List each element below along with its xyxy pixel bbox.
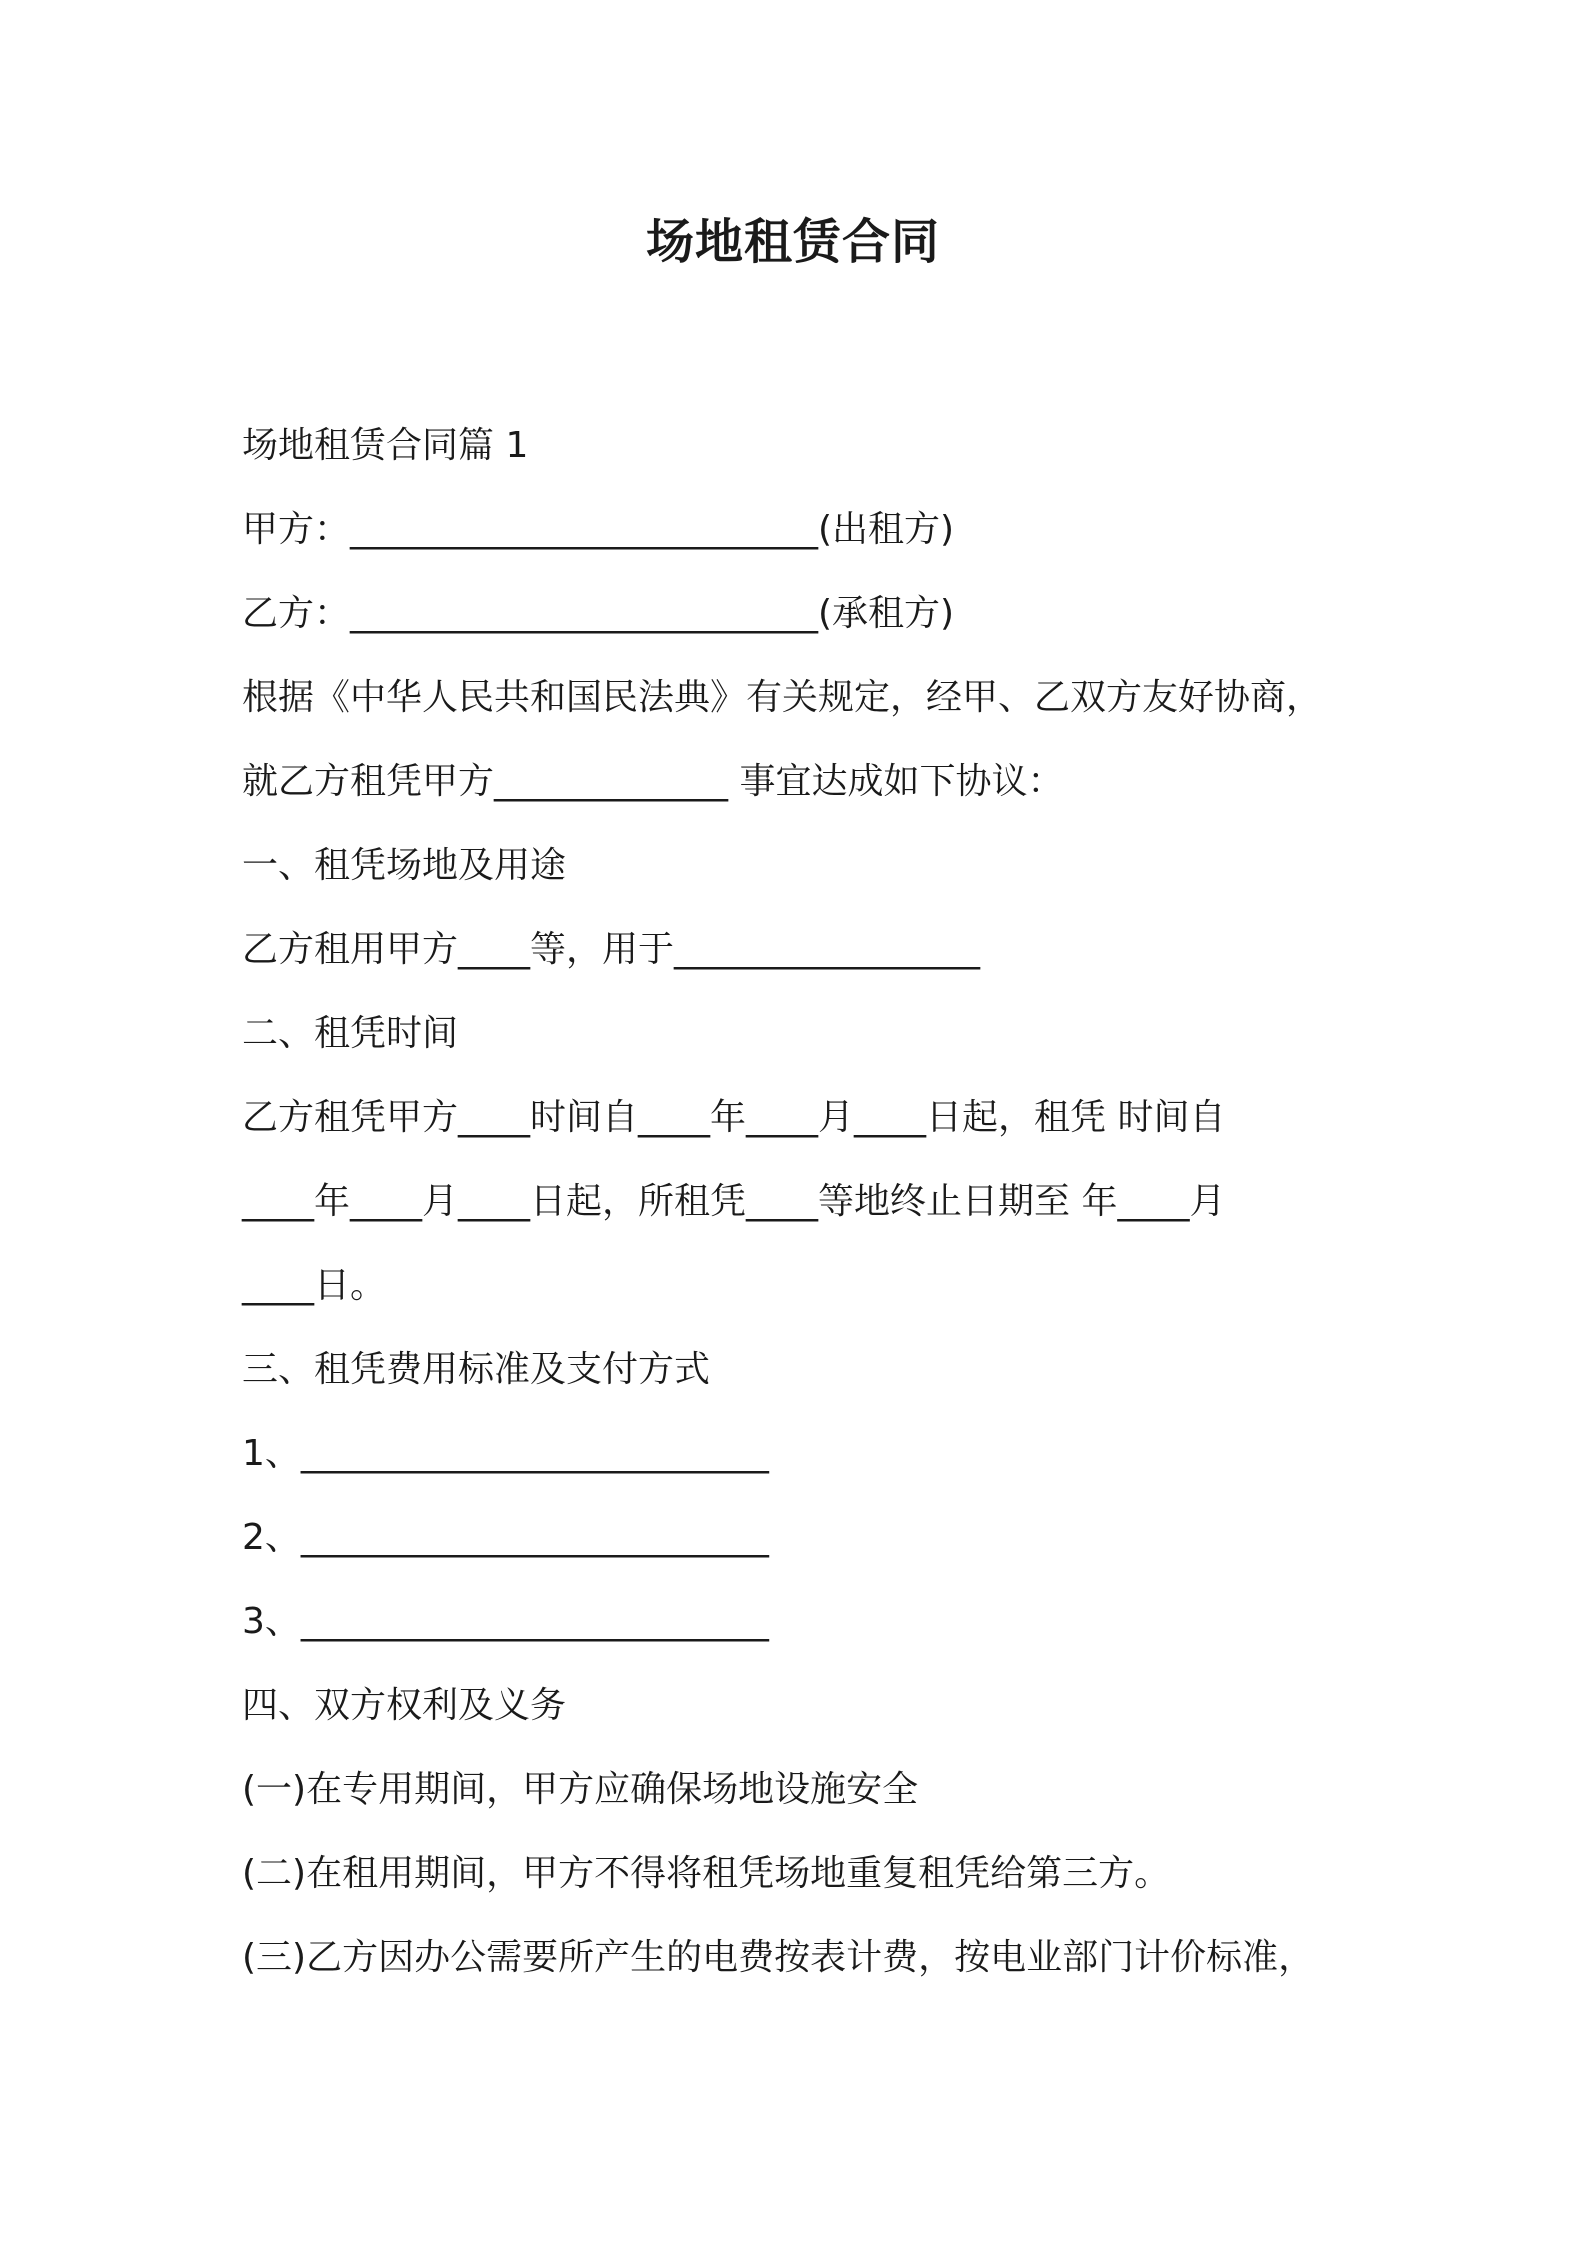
clause-heading: 四、双方权利及义务 bbox=[242, 1685, 567, 1726]
clause-text: (一)在专用期间，甲方应确保场地设施安全 bbox=[242, 1769, 919, 1810]
document-title: 场地租赁合同 bbox=[645, 214, 940, 270]
list-item: 2、__________________________ bbox=[242, 1517, 769, 1558]
clause-text: (二)在租用期间，甲方不得将租凭场地重复租凭给第三方。 bbox=[242, 1853, 1171, 1894]
list-item: 1、__________________________ bbox=[242, 1433, 769, 1474]
clause-text: 乙方租凭甲方____时间自____年____月____日起，租凭 时间自 bbox=[242, 1097, 1226, 1138]
list-item: 3、__________________________ bbox=[242, 1601, 769, 1642]
preamble-line: 就乙方租凭甲方_____________ 事宜达成如下协议： bbox=[242, 761, 1064, 802]
clause-text: ____年____月____日起，所租凭____等地终止日期至 年____月 bbox=[242, 1181, 1226, 1222]
section-heading: 场地租赁合同篇 1 bbox=[242, 425, 529, 466]
clause-heading: 一、租凭场地及用途 bbox=[242, 845, 567, 886]
clause-text: (三)乙方因办公需要所产生的电费按表计费，按电业部门计价标准， bbox=[242, 1937, 1315, 1978]
party-a-line: 甲方：__________________________(出租方) bbox=[242, 509, 955, 550]
clause-heading: 三、租凭费用标准及支付方式 bbox=[242, 1349, 711, 1390]
clause-heading: 二、租凭时间 bbox=[242, 1013, 459, 1054]
document-body bbox=[242, 404, 1362, 2000]
preamble-line: 根据《中华人民共和国民法典》有关规定，经甲、乙双方友好协商， bbox=[242, 677, 1323, 718]
party-b-line: 乙方：__________________________(承租方) bbox=[242, 593, 955, 634]
clause-text: 乙方租用甲方____等，用于_________________ bbox=[242, 929, 981, 970]
clause-text: ____日。 bbox=[242, 1265, 387, 1306]
